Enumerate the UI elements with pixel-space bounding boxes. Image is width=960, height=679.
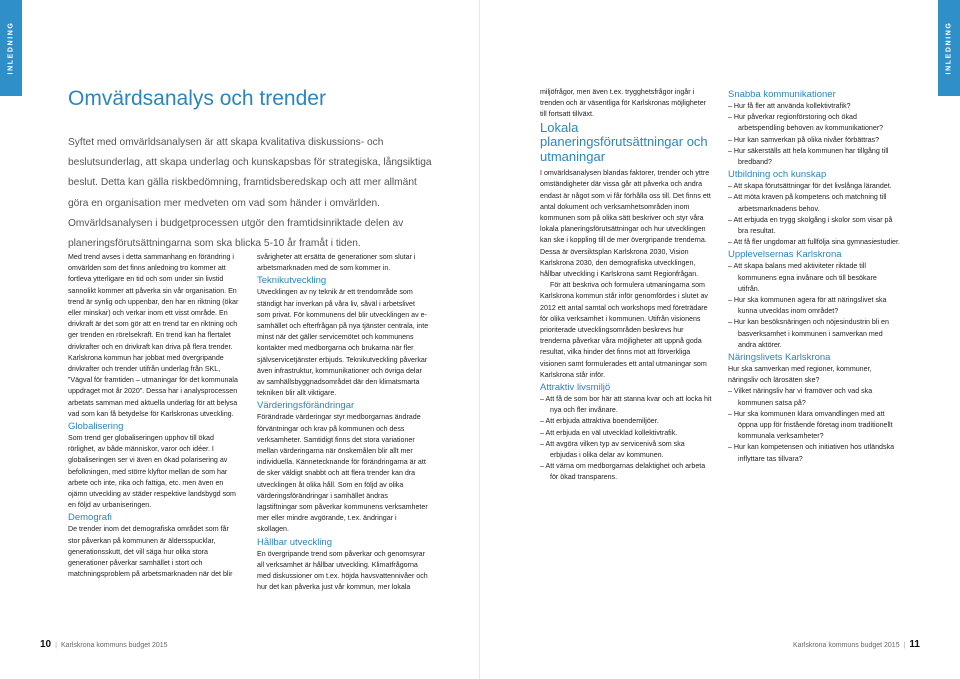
- list-item: – Hur kan samverkan på olika nivåer förbättras?: [728, 135, 880, 144]
- list-item: – Att erbjuda en väl utvecklad kollektivtrafik.: [540, 428, 678, 437]
- paragraph: De trender inom det demografiska området som får stor påverkan på kommunen är äldersspucklar, generationsskutt, det vill säga hur olika stora generationer påverkar samhället i stort och matchningsproblem på arbetsmarknaden när det blir: [68, 525, 233, 579]
- section-heading-attraktiv-livsmiljo: Attraktiv livsmiljö: [540, 381, 611, 393]
- paragraph: Förändrade värderingar styr medborgarnas ändrade förväntningar och krav på kommunen och dess verksamheter. Samtidigt finns det stora variationer mellan värderingarna när önskemålen blir allt mer individuella. Kännetecknande för förändringarna är att de sker väldigt snabbt och att flera trender kan dra utvecklingen åt olika håll. Som en följd av olika värderingsförändringar i samhället ändras lagstiftningar som påverkar kommunens verksamheter mer eller mindre avgörande, t.ex. ändringar i skollagen.: [257, 413, 428, 534]
- footer-text: Karlskrona kommuns budget 2015: [60, 642, 168, 649]
- list-item: – Hur kan kompetensen och initiativen hos utländska inflyttare tas tillvara?: [728, 443, 895, 463]
- list-item: – Hur ska kommunen klara omvandlingen med att öppna upp för fristående företag inom traditionellt kommunala verksamheter?: [728, 409, 893, 441]
- bullet-list: [728, 101, 900, 168]
- page-title: Omvärdsanalys och trender: [68, 87, 326, 110]
- list-item: – Vilket näringsliv har vi framöver och vad ska kommunen satsa på?: [728, 387, 873, 407]
- list-item: – Hur få fler att använda kollektivtrafik?: [728, 102, 851, 110]
- list-item: – Att avgöra vilken typ av servicenivå som ska erbjudas i olika delar av kommunen.: [540, 439, 685, 459]
- section-heading-naringslivets-karlskrona: Näringslivets Karlskrona: [728, 352, 831, 364]
- section-tab-left: INLEDNING: [0, 0, 22, 96]
- paragraph: Med trend avses i detta sammanhang en förändring i omvärlden som det finns anledning tro kommer att fortleva ytterligare en tid och som under sin livstid sannolikt kommer att påverka sin vår organisation. En trend är synlig och uppenbar, den har en riktning (ökar eller minskar) och verkar inom ett visst område. En drivkraft är det som gör att en trend tar en riktning och ger trenden en rörelsekraft. En trend kan ha flertalet drivkrafter och en drivkraft kan driva på flera trender. Karlskrona kommun har jobbat med övergripande drivkrafter och trender utifrån underlag från SKL, ”Vägval för framtiden – utmaningar för det kommunala uppdraget mot år 2020”. Dessa har i analysprocessen arbetats samman med aktuella underlag för att belysa vad som kan få betydelse för Karlskronas utveckling.: [68, 253, 239, 418]
- section-heading-varderingsforandringar: Värderingsförändringar: [257, 400, 355, 412]
- paragraph: I omvärldsanalysen blandas faktorer, trender och yttre omständigheter där vissa går att påverka och andra endast är något som vi får förhålla oss till. Det finns ett antal dokument och verksamhetsområden inom kommunen som på olika sätt beskriver och styr våra lokala planeringsförutsättningar och hur utvecklingen kan ske i koppling till de mer övergripande trenderna. Dessa är översiktsplan Karlskrona 2030, Vision Karlskrona 2030, den demografiska utvecklingen, hållbar utveckling i Karlskrona samt Regionfrågan.: [540, 169, 711, 278]
- paragraph: svårigheter att ersätta de generationer som slutar i arbetsmarknaden med de som kommer in.: [257, 253, 416, 273]
- list-item: – Hur påverkar regionförstoring och ökad arbetspendling behoven av kommunikationer?: [728, 113, 884, 133]
- list-item: – Hur säkerställs att hela kommunen har tillgång till bredband?: [728, 146, 889, 167]
- footer-separator: |: [55, 642, 57, 649]
- text-column-3: [540, 87, 712, 484]
- list-item: – Att få de som bor här att stanna kvar och att locka hit nya och fler invånare.: [540, 394, 712, 415]
- section-heading-upplevelsernas-karlskrona: Upplevelsernas Karlskrona: [728, 249, 842, 261]
- footer-separator: |: [903, 642, 906, 649]
- page-number: 11: [909, 639, 920, 650]
- text-column-1: [68, 252, 240, 580]
- list-item: – Att värna om medborgarnas delaktighet och arbeta för ökad transparens.: [540, 462, 706, 482]
- footer-left: [40, 639, 168, 650]
- section-heading-hallbar-utveckling: Hållbar utveckling: [257, 536, 332, 548]
- footer-right: [793, 639, 920, 650]
- page-number: 10: [40, 639, 52, 650]
- section-heading-demografi: Demografi: [68, 512, 112, 524]
- bullet-list: [728, 181, 900, 248]
- section-tab-right: INLEDNING: [938, 0, 960, 96]
- list-item: – Hur kan besöksnäringen och nöjesindustrin bli en basverksamhet i kommunen i samverkan med andra aktörer.: [728, 318, 889, 349]
- bullet-list: [540, 394, 712, 484]
- intro-text: Syftet med omvärldsanalysen är att skapa kvalitativa diskussions- och beslutsunderlag, att skapa underlag och kunskapsbas för strategiska, långsiktiga beslut. Detta kan gälla riskbedömning, framtidsberedskap och att mer allmänt göra en organisation mer medveten om vad som händer i omvärlden. Omvärldsanalysen i budgetprocessen utgör den framtidsinriktade delen av planeringsförutsättningarna som ska blicka 5-10 år framåt i tiden.: [68, 137, 432, 250]
- bullet-list: [728, 386, 900, 464]
- list-item: – Att erbjuda attraktiva boendemiljöer.: [540, 417, 659, 426]
- list-item: – Att möta kraven på kompetens och matchning till arbetsmarknadens behov.: [728, 193, 887, 213]
- section-heading-teknikutveckling: Teknikutveckling: [257, 275, 327, 287]
- section-heading-globalisering: Globalisering: [68, 421, 124, 433]
- list-item: – Hur ska kommunen agera för att näringslivet ska kunna utvecklas inom området?: [728, 296, 887, 316]
- paragraph: Hur ska samverkan med regioner, kommuner, näringsliv och lärosäten ske?: [728, 365, 872, 385]
- section-heading-snabba-kommunikationer: Snabba kommunikationer: [728, 89, 836, 100]
- list-item: – Att skapa förutsättningar för det livslånga lärandet.: [728, 182, 892, 191]
- list-item: – Att erbjuda en trygg skolgång i skolor som visar på bra resultat.: [728, 215, 893, 236]
- paragraph: För att beskriva och formulera utmaningarna som Karlskrona kommun står inför genomfördes i slutet av 2012 ett antal samtal och workshops med företrädare för olika verksamhet i kommunen. Utifrån visionens prioriterade utvecklingsområden beskrevs hur trenderna påverkar våra möjligheter att uppnå goda resultat, vilka hinder det finns mot att förverkliga visionen samt formulerades ett antal utmaningar som Karlskrona står inför.: [540, 281, 708, 379]
- section-heading-utbildning-och-kunskap: Utbildning och kunskap: [728, 169, 827, 181]
- paragraph: En övergripande trend som påverkar och genomsyrar all verksamhet är hållbar utveckling. Klimatfrågorna med diskussioner om t.ex. höjda havsvattennivåer och hur det kan påverka just vår kommun, mer lokala: [257, 549, 428, 592]
- paragraph: Som trend ger globaliseringen upphov till ökad rörlighet, av både människor, varor och idéer. I globaliseringen ser vi även en ökad polarisering av befolkningen, med större klyftor mellan de som har arbete och inte, rika och fattiga, etc. men även en ojämn utveckling av städer respektive landsbygd som en följd av urbaniseringen.: [68, 434, 236, 510]
- text-column-2: [257, 252, 429, 593]
- bullet-list: [728, 261, 900, 351]
- list-item: – Att få fler ungdomar att fullfölja sina gymnasiestudier.: [728, 238, 900, 247]
- footer-text: Karlskrona kommuns budget 2015: [792, 642, 900, 649]
- paragraph: miljöfrågor, men även t.ex. trygghetsfrågor ingår i trenden och är väsentliga för Karlskronas möjligheter till fortsatt tillväxt.: [540, 88, 706, 119]
- section-heading-lokala-planeringsforutsattningar: Lokala planeringsförutsättningar och utmaningar: [540, 119, 708, 164]
- list-item: – Att skapa balans med aktiviteter riktade till kommunens egna invånare och till besökare utifrån.: [728, 262, 877, 293]
- paragraph: Utvecklingen av ny teknik är ett trendområde som ständigt har inverkan på våra liv, såväl i arbetslivet som privat. För kommunens del blir utvecklingen av e-samhället och efterfrågan på nya tjänster centrala, inte minst när det gäller servicemötet och kommunens kontakter med medborgarna och brukarna när fler självservicetjänster erbjuds. Teknikutveckling påverkar även infrastruktur, kommunikationer och övriga delar av samhällsbyggnadsområdet där den klimatsmarta tekniken blir allt viktigare.: [257, 288, 429, 398]
- text-column-4: [728, 88, 900, 465]
